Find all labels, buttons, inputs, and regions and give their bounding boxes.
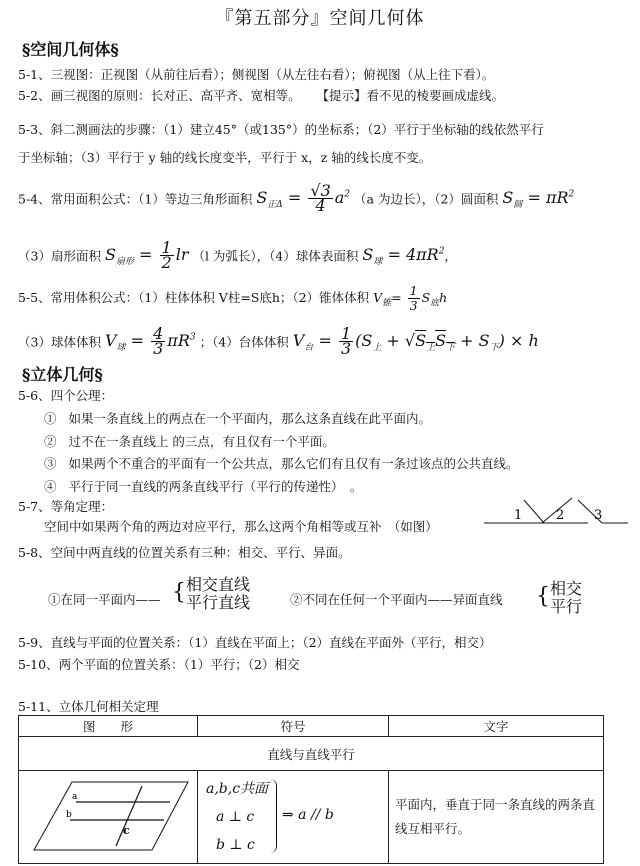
brace-right: { — [536, 584, 550, 609]
condition-coplanar: a,b,c共面 — [206, 781, 269, 797]
item-5-5-label: 5-5、常用体积公式：（1）柱体体积 V柱=S底h；（2）锥体体积 — [18, 290, 370, 305]
item-5-5-frustum-label: ；（4）台体体积 — [199, 334, 289, 350]
symbol-conclusion: ⇒ a // b — [282, 807, 334, 823]
line-c — [116, 786, 142, 846]
page-title: 『第五部分』空间几何体 — [215, 8, 425, 29]
item-5-4-line2: （3）扇形面积 $S_{扇形}$ = $\frac{1}{2}$ lr （l 为弧长），（4）球体表面积 $S_球 = 4\pi R^2$， — [18, 238, 457, 273]
item-5-2-principle: 5-2、画三视图的原则：长对正、高平齐、宽相等。 — [18, 88, 301, 103]
brace-left: { — [172, 580, 186, 605]
condition-b-perp-c: b ⊥ c — [216, 837, 255, 853]
item-5-3-line2: 于坐标轴；（3）平行于 y 轴的线长度变半，平行于 x，z 轴的线长度不变。 — [18, 150, 432, 165]
axiom-item: ② 过不在一条直线上 的三点，有且仅有一个平面。 — [44, 433, 335, 449]
header-figure: 图 形 — [19, 716, 198, 737]
option-parallel: 平行 — [550, 597, 583, 616]
axiom-item: ③ 如果两个不重合的平面有一个公共点，那么它们有且仅有一条过该点的公共直线。 — [44, 456, 519, 471]
item-5-4-sphere-label: （l 为弧长），（4）球体表面积 — [192, 248, 359, 264]
text-cell: 平面内，垂直于同一条直线的两条直线互相平行。 — [389, 771, 604, 864]
formula-sector-area: $S_{扇形}$ = $\frac{1}{2}$ lr — [104, 238, 189, 273]
header-symbol: 符号 — [198, 716, 389, 737]
item-5-5-line2 — [18, 323, 539, 364]
item-5-5-line1 — [18, 283, 447, 319]
plane-figure — [20, 772, 196, 862]
label-a: a — [72, 792, 78, 802]
angle-1-label: 1 — [514, 508, 523, 523]
label-b: b — [66, 810, 72, 820]
angle-1-side — [524, 500, 544, 523]
item-5-4-note: （a 为边长），（2）圆面积 — [354, 191, 499, 207]
axiom-item: ④ 平行于同一直线的两条直线平行（平行的传递性） 。 — [44, 478, 363, 494]
formula-equilateral-triangle: $S_{正\Delta}$ = $\frac{√3}{4}$ $a^2$ — [256, 181, 351, 216]
formula-sphere-volume: $V_球$ = $\frac{4}{3}$ $\pi R^3$ — [104, 324, 196, 359]
axiom-item: ① 如果一条直线上的两点在一个平面内，那么这条直线在此平面内。 — [44, 411, 431, 426]
formula-sphere-surface: $S_球 = 4\pi R^2$ — [362, 245, 445, 268]
skew-lines-label: ②不同在任何一个平面内——异面直线 — [290, 592, 503, 607]
item-5-1: 5-1、三视图：正视图（从前往后看）；侧视图（从左往右看）；俯视图（从上往下看）。 — [18, 67, 495, 82]
item-5-6: 5-6、四个公理： — [18, 388, 114, 403]
axiom-list — [44, 408, 518, 498]
formula-circle-area: $S_圆 = \pi R^2$ — [502, 188, 575, 211]
angle-2-label: 2 — [556, 508, 565, 523]
item-5-8: 5-8、空间中两直线的位置关系有三种：相交、平行、异面。 — [18, 545, 351, 560]
condition-brace — [270, 779, 277, 853]
section-heading-solids: §空间几何体§ — [22, 40, 119, 59]
formula-cone-volume: $V_锥=$ $\frac{1}{3}$ $S_底h$ — [373, 283, 448, 313]
item-5-10: 5-10、两个平面的位置关系：（1）平行；（2）相交 — [18, 657, 300, 672]
symbol-cell — [198, 771, 389, 864]
item-5-7-desc: 空间中如果两个角的两边对应平行，那么这两个角相等或互补 （如图） — [44, 519, 438, 534]
section-heading-solid-geometry: §立体几何§ — [22, 365, 103, 384]
coplanar-lines-label: ①在同一平面内—— — [48, 592, 161, 607]
option-intersecting-lines: 相交直线 — [186, 575, 251, 594]
item-5-5-sphere-label: （3）球体体积 — [18, 334, 101, 350]
item-5-2 — [18, 86, 504, 104]
table-section-row — [19, 737, 604, 771]
option-intersecting: 相交 — [550, 579, 583, 598]
item-5-9: 5-9、直线与平面的位置关系：（1）直线在平面上；（2）直线在平面外（平行，相交） — [18, 635, 492, 650]
formula-frustum-volume: $V_台$ = $\frac{1}{3}$ $(S_上 + √S_上S_下 + S_下) \times h$ — [292, 324, 539, 359]
header-text: 文字 — [389, 716, 604, 737]
coplanar-lines-options — [172, 575, 251, 612]
item-5-4-line1 — [18, 180, 574, 221]
condition-a-perp-c: a ⊥ c — [216, 809, 255, 825]
label-c: c — [123, 824, 130, 837]
table-row — [19, 771, 604, 864]
angle-3-label: 3 — [594, 508, 603, 523]
symbol-conditions — [206, 775, 268, 859]
option-parallel-lines: 平行直线 — [186, 593, 251, 612]
item-5-4-label: 5-4、常用面积公式：（1）等边三角形面积 — [18, 191, 253, 207]
section-line-line-parallel: 直线与直线平行 — [19, 737, 604, 771]
item-5-7: 5-7、等角定理： — [18, 499, 114, 514]
skew-lines-options — [536, 579, 583, 616]
figure-cell — [19, 771, 198, 864]
item-5-2-tip: 【提示】看不见的棱要画成虚线。 — [316, 88, 505, 103]
equal-angle-figure — [478, 496, 630, 526]
item-5-11: 5-11、立体几何相关定理 — [18, 699, 159, 714]
theorem-table — [18, 715, 604, 864]
item-5-3-line1: 5-3、斜二测画法的步骤：（1）建立45°（或135°）的坐标系；（2）平行于坐标轴的线依然平行 — [18, 122, 544, 137]
item-5-4-sector-label: （3）扇形面积 — [18, 248, 101, 264]
table-header-row — [19, 716, 604, 737]
plane-outline — [34, 782, 188, 850]
